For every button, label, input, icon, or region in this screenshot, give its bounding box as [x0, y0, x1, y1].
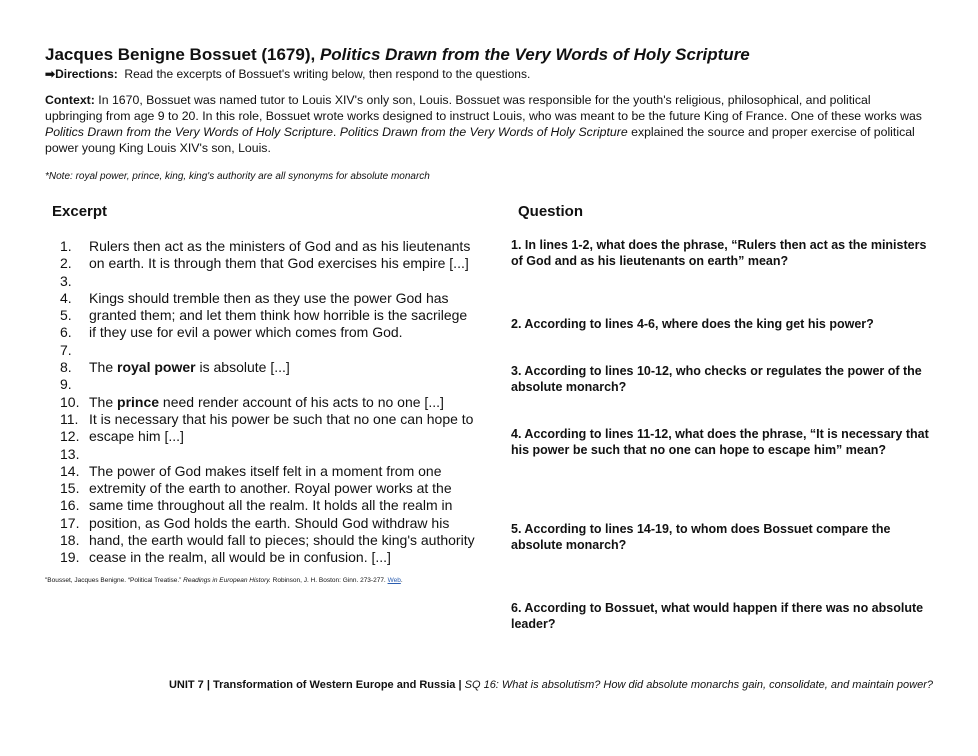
- footnote-end: .: [400, 577, 403, 584]
- line-bold: prince: [117, 393, 160, 410]
- line-text: hand, the earth would fall to pieces; should the king's authority: [89, 532, 475, 549]
- line-number: 2.: [60, 255, 72, 272]
- line-text: granted them; and let them think how horrible is the sacrilege: [89, 307, 468, 324]
- excerpt-heading: Excerpt: [52, 203, 108, 220]
- excerpt-list: [60, 238, 475, 567]
- directions-text: Read the excerpts of Bossuet's writing below, then respond to the questions.: [124, 67, 531, 81]
- line-text: need render account of his acts to no one [...]: [159, 393, 444, 410]
- line-text: The: [89, 393, 118, 410]
- excerpt-line: [60, 515, 475, 532]
- excerpt-line: [60, 549, 475, 566]
- title-author: Jacques Benigne Bossuet (1679),: [45, 45, 316, 64]
- excerpt-line: [60, 376, 475, 393]
- line-number: 19.: [60, 549, 80, 566]
- question-4: 4. According to lines 11-12, what does the phrase, “It is necessary that his power be such that no one can hope to escape him” mean?: [511, 427, 929, 457]
- directions-label: Directions:: [55, 67, 118, 81]
- page-title: [45, 45, 750, 65]
- excerpt-line: [60, 255, 475, 272]
- question-1: 1. In lines 1-2, what does the phrase, “Rulers then act as the ministers of God and as his lieutenants on earth” mean?: [511, 238, 927, 268]
- line-number: 8.: [60, 359, 72, 376]
- line-number: 13.: [60, 445, 80, 462]
- line-text: The: [89, 359, 118, 376]
- footnote-text: Robinson, J. H. Boston: Ginn. 273-277.: [270, 577, 388, 584]
- line-number: 6.: [60, 324, 72, 341]
- title-work: Politics Drawn from the Very Words of Holy Scripture: [319, 45, 750, 64]
- line-number: 4.: [60, 289, 72, 306]
- excerpt-line: [60, 480, 475, 497]
- line-text: on earth. It is through them that God exercises his empire [...]: [89, 255, 469, 272]
- question-6: 6. According to Bossuet, what would happen if there was no absolute leader?: [511, 601, 924, 631]
- excerpt-line: [60, 238, 475, 255]
- footnote-text: "Bousset, Jacques Benigne. “Political Treatise.”: [45, 577, 184, 584]
- line-text: Kings should tremble then as they use the power God has: [89, 289, 449, 306]
- note: *Note: royal power, prince, king, king's authority are all synonyms for absolute monarch: [45, 171, 430, 182]
- line-text: if they use for evil a power which comes from God.: [89, 324, 403, 341]
- excerpt-line: [60, 428, 475, 445]
- excerpt-line: [60, 342, 475, 359]
- question-heading: Question: [518, 203, 584, 220]
- context-label: Context:: [45, 93, 95, 107]
- footnote: [45, 577, 403, 584]
- line-number: 10.: [60, 393, 80, 410]
- line-text: extremity of the earth to another. Royal power works at the: [89, 480, 452, 497]
- footnote-italic: Readings in European History.: [183, 577, 271, 584]
- footer: [169, 679, 933, 691]
- excerpt-line: [60, 273, 475, 290]
- arrow-right-icon: ➡: [45, 67, 56, 81]
- line-text: It is necessary that his power be such that no one can hope to: [89, 410, 474, 427]
- context-italic: Politics Drawn from the Very Words of Holy Scripture: [339, 125, 628, 139]
- excerpt-line: [60, 394, 475, 411]
- context-text: .: [332, 125, 340, 139]
- line-number: 18.: [60, 532, 80, 549]
- line-text: is absolute [...]: [195, 359, 290, 376]
- line-number: 7.: [60, 341, 72, 358]
- excerpt-line: [60, 411, 475, 428]
- line-number: 12.: [60, 428, 80, 445]
- line-number: 11.: [60, 410, 79, 427]
- line-number: 17.: [60, 514, 80, 531]
- line-number: 14.: [60, 462, 80, 479]
- web-link[interactable]: Web: [387, 577, 401, 584]
- context-italic: Politics Drawn from the Very Words of Holy Scripture: [45, 125, 333, 139]
- line-text: The power of God makes itself felt in a moment from one: [89, 462, 442, 479]
- footer-sq: SQ 16: What is absolutism? How did absolute monarchs gain, consolidate, and maintain power?: [464, 679, 933, 691]
- excerpt-line: [60, 532, 475, 549]
- line-text: position, as God holds the earth. Should God withdraw his: [89, 514, 450, 531]
- line-text: escape him [...]: [89, 428, 184, 445]
- line-text: cease in the realm, all would be in confusion. [...]: [89, 549, 391, 566]
- context-paragraph: [45, 92, 930, 156]
- line-number: 9.: [60, 376, 72, 393]
- context-text: In 1670, Bossuet was named tutor to Louis XIV's only son, Louis. Bossuet was responsible for the youth's religious, philosophical, and political upbringing from age 9 to 20. In this role, Bossuet wrote works designed to instruct Louis, who was meant to be the future King of France. One of these works was: [45, 93, 922, 123]
- excerpt-line: [60, 497, 475, 514]
- directions: [45, 67, 530, 81]
- line-number: 15.: [60, 480, 80, 497]
- question-2: 2. According to lines 4-6, where does the king get his power?: [511, 317, 874, 331]
- excerpt-line: [60, 359, 475, 376]
- excerpt-line: [60, 290, 475, 307]
- line-text: same time throughout all the realm. It holds all the realm in: [89, 497, 453, 514]
- question-3: 3. According to lines 10-12, who checks or regulates the power of the absolute monarch?: [511, 364, 922, 394]
- context-text: explained the source and proper exercise of political power young King Louis XIV's son, Louis.: [45, 125, 915, 155]
- line-text: Rulers then act as the ministers of God and as his lieutenants: [89, 238, 471, 254]
- excerpt-line: [60, 463, 475, 480]
- line-bold: royal power: [117, 359, 196, 376]
- line-number: 3.: [60, 272, 72, 289]
- excerpt-line: [60, 324, 475, 341]
- line-number: 1.: [60, 238, 72, 254]
- excerpt-line: [60, 307, 475, 324]
- question-5: 5. According to lines 14-19, to whom does Bossuet compare the absolute monarch?: [511, 522, 891, 552]
- line-number: 16.: [60, 497, 80, 514]
- line-number: 5.: [60, 307, 72, 324]
- excerpt-line: [60, 446, 475, 463]
- footer-unit: UNIT 7 | Transformation of Western Europe and Russia |: [168, 679, 462, 691]
